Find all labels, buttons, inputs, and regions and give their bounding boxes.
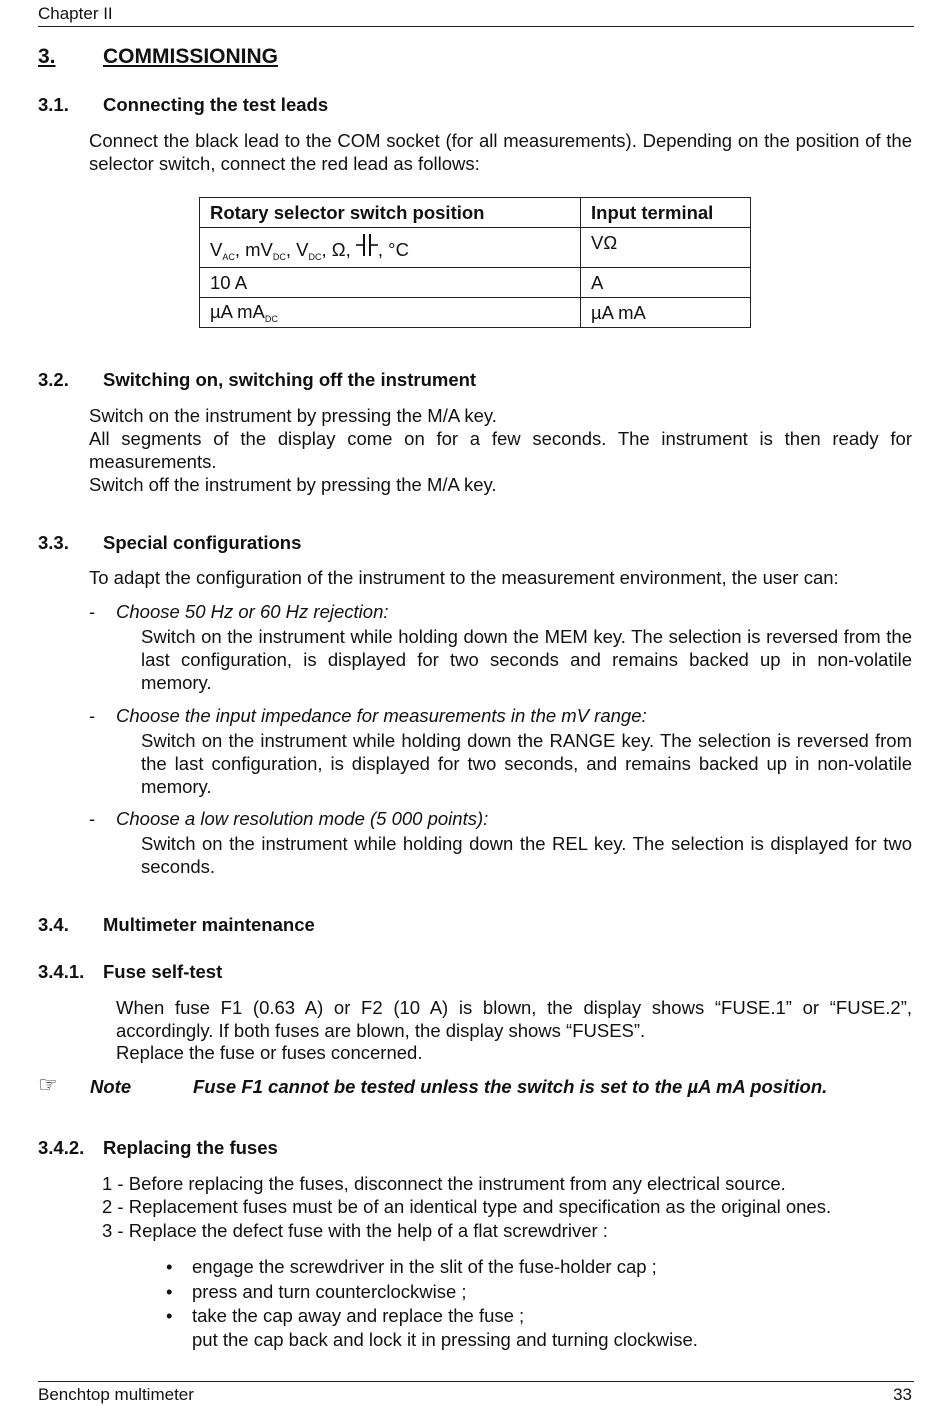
step-item: 1 - Before replacing the fuses, disconnect the instrument from any electrical source.	[102, 1173, 786, 1194]
text-fragment: , Ω,	[321, 239, 356, 260]
section-3-3-intro: To adapt the configuration of the instrument to the measurement environment, the user can:	[89, 567, 839, 588]
subscript: DC	[272, 252, 286, 262]
section-3-4-title: Multimeter maintenance	[103, 914, 315, 935]
header-rule	[38, 26, 914, 27]
list-dash: -	[89, 808, 96, 829]
section-3-4-2-number: 3.4.2.	[38, 1137, 85, 1158]
section-3-2-body	[89, 404, 912, 496]
selector-table	[199, 197, 751, 328]
section-3-title: COMMISSIONING	[103, 45, 279, 68]
fuse-test-paragraph: When fuse F1 (0.63 A) or F2 (10 A) is blown, the display shows “FUSE.1” or “FUSE.2”, accordingly. If both fuses are blown, the display shows “FUSES”.	[116, 997, 912, 1041]
subscript: DC	[264, 314, 278, 324]
table-row	[200, 228, 751, 268]
text-fragment: , V	[285, 239, 309, 260]
list-dash: -	[89, 601, 96, 622]
pointing-hand-icon: ☞	[38, 1072, 58, 1097]
footer-rule	[38, 1381, 914, 1382]
note-label: Note	[90, 1076, 132, 1097]
option-title: Choose the input impedance for measurements in the mV range:	[116, 705, 647, 726]
text-fragment: V	[210, 239, 223, 260]
section-3-number: 3.	[38, 45, 56, 68]
subscript: DC	[308, 252, 322, 262]
bullet-icon: •	[166, 1281, 173, 1302]
table-cell-terminal: A	[581, 268, 751, 298]
section-3-2-title: Switching on, switching off the instrument	[103, 369, 477, 390]
page-number: 33	[893, 1385, 912, 1404]
list-dash: -	[89, 705, 96, 726]
capacitor-icon	[356, 233, 378, 257]
running-header: Chapter II	[38, 4, 113, 23]
bullet-item: engage the screwdriver in the slit of the fuse-holder cap ;	[192, 1256, 657, 1277]
option-title: Choose 50 Hz or 60 Hz rejection:	[116, 601, 389, 622]
table-header-cell: Rotary selector switch position	[200, 198, 581, 228]
section-3-4-2-title: Replacing the fuses	[103, 1137, 278, 1158]
text-fragment: , mV	[234, 239, 273, 260]
table-cell-position	[200, 228, 581, 268]
bullet-continuation: put the cap back and lock it in pressing and turning clockwise.	[192, 1329, 698, 1350]
bullet-item: press and turn counterclockwise ;	[192, 1281, 467, 1302]
section-3-4-1-number: 3.4.1.	[38, 961, 85, 982]
section-3-1-number: 3.1.	[38, 94, 69, 115]
option-title: Choose a low resolution mode (5 000 points):	[116, 808, 489, 829]
table-header-cell: Input terminal	[581, 198, 751, 228]
table-cell-terminal: µA mA	[581, 298, 751, 328]
section-3-4-number: 3.4.	[38, 914, 69, 935]
section-3-1-title: Connecting the test leads	[103, 94, 329, 115]
table-cell-position	[200, 298, 581, 328]
footer-title: Benchtop multimeter	[38, 1385, 194, 1404]
section-3-2-number: 3.2.	[38, 369, 69, 390]
section-3-3-number: 3.3.	[38, 532, 69, 553]
section-3-3-title: Special configurations	[103, 532, 302, 553]
fuse-test-instruction: Replace the fuse or fuses concerned.	[116, 1042, 423, 1063]
step-item: 2 - Replacement fuses must be of an identical type and specification as the original ones.	[102, 1196, 832, 1217]
table-cell-terminal: VΩ	[581, 228, 751, 268]
paragraph-line: Switch on the instrument by pressing the M/A key.	[89, 405, 497, 426]
option-body: Switch on the instrument while holding down the MEM key. The selection is reversed from the last configuration, is displayed for two seconds and remains backed up in non-volatile memory.	[141, 626, 912, 693]
section-3-4-1-title: Fuse self-test	[103, 961, 223, 982]
bullet-item: take the cap away and replace the fuse ;	[192, 1305, 525, 1326]
table-header-row	[200, 198, 751, 228]
subscript: AC	[222, 252, 235, 262]
text-fragment: µA mA	[210, 301, 265, 322]
table-row	[200, 268, 751, 298]
step-item: 3 - Replace the defect fuse with the help of a flat screwdriver :	[102, 1220, 608, 1241]
bullet-icon: •	[166, 1256, 173, 1277]
paragraph: All segments of the display come on for a few seconds. The instrument is then ready for measurements.	[89, 428, 912, 472]
option-body: Switch on the instrument while holding down the REL key. The selection is displayed for two seconds.	[141, 833, 912, 877]
bullet-icon: •	[166, 1305, 173, 1326]
table-row	[200, 298, 751, 328]
table-cell-position: 10 A	[200, 268, 581, 298]
note-text: Fuse F1 cannot be tested unless the switch is set to the µA mA position.	[193, 1076, 828, 1097]
paragraph-line: Switch off the instrument by pressing the M/A key.	[89, 474, 497, 495]
text-fragment: , °C	[377, 239, 409, 260]
option-body: Switch on the instrument while holding down the RANGE key. The selection is reversed from the last configuration, is displayed for two seconds, and remains backed up in non-volatile memory.	[141, 730, 912, 797]
section-3-1-paragraph: Connect the black lead to the COM socket (for all measurements). Depending on the position of the selector switch, connect the red lead as follows:	[89, 130, 912, 174]
